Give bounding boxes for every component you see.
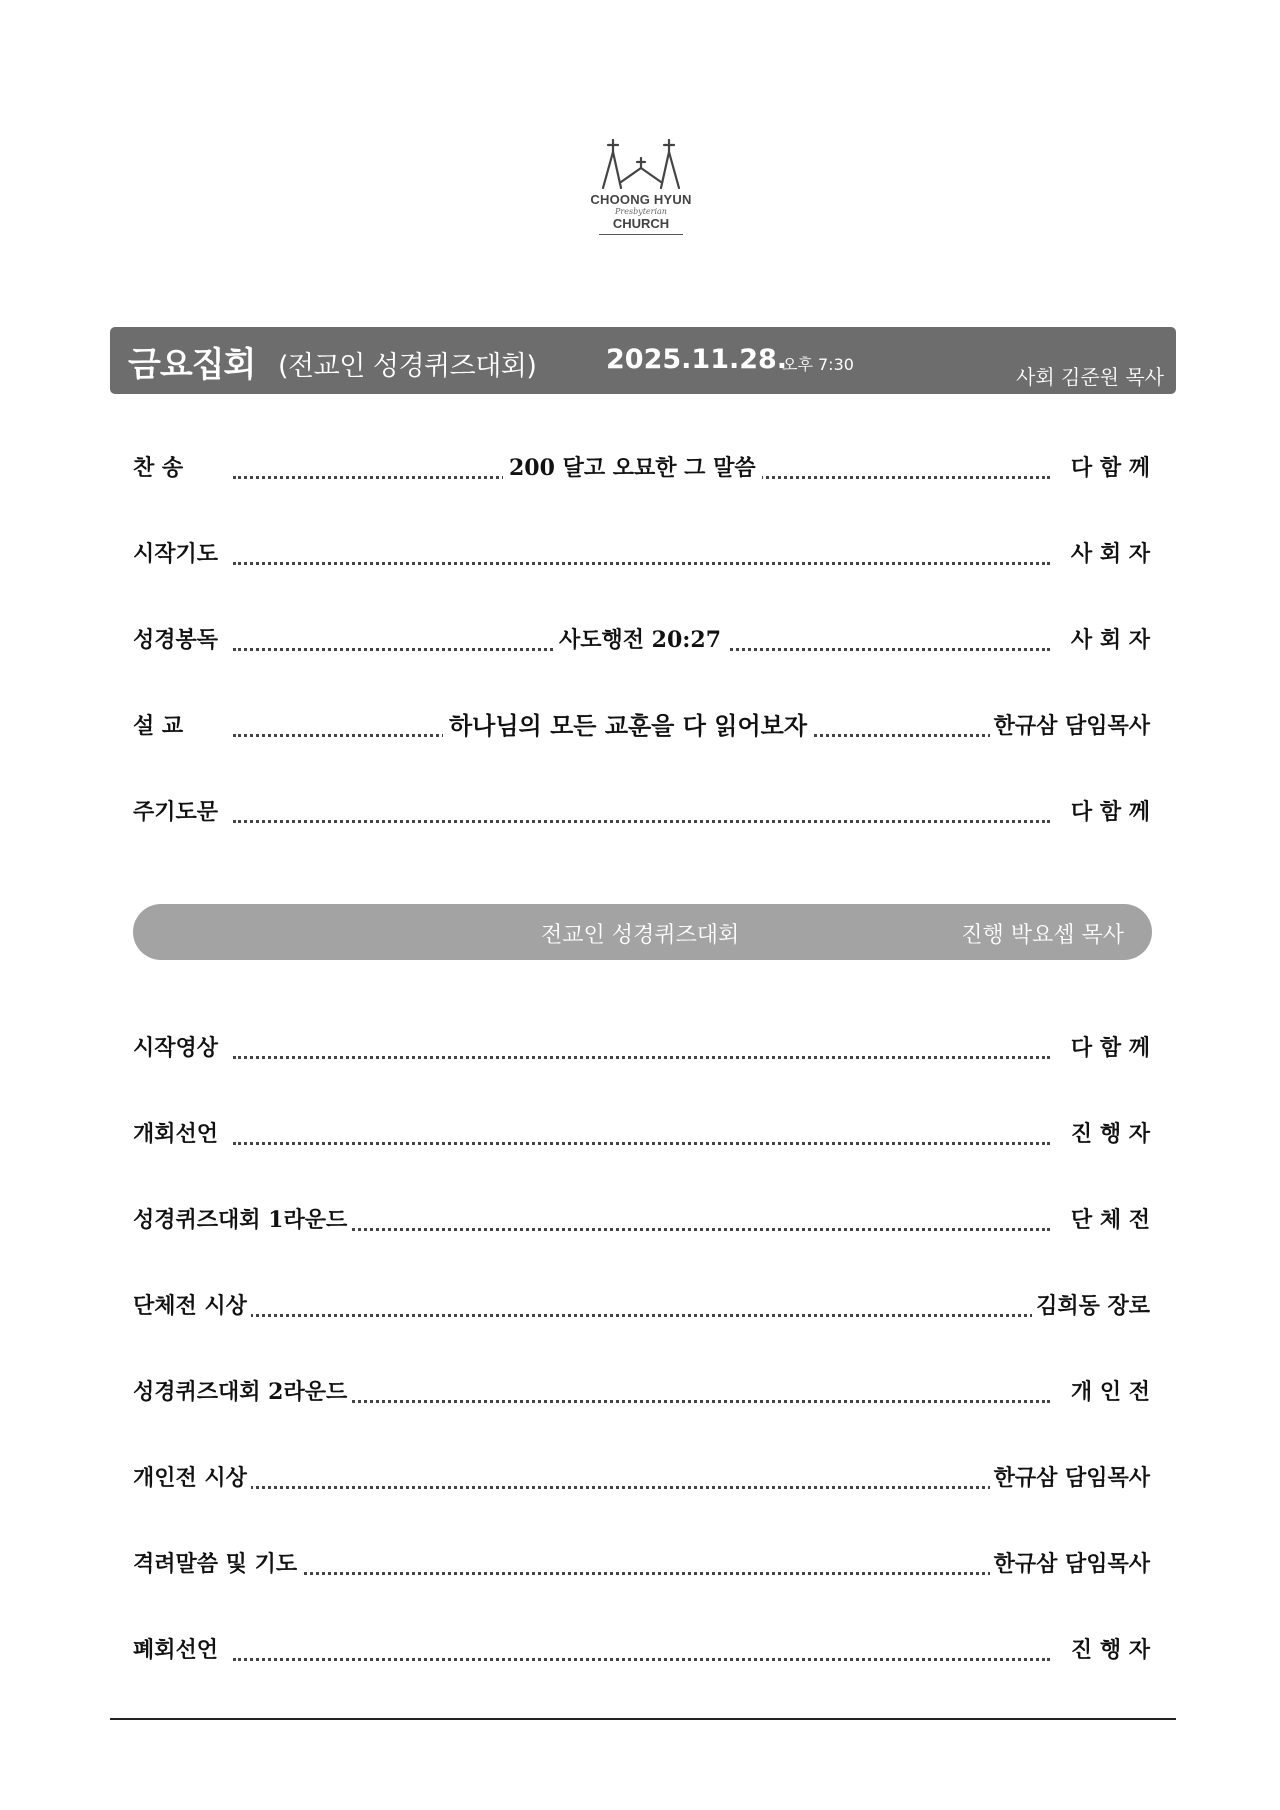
dot-leader <box>233 1056 1050 1059</box>
order-row <box>133 1546 1150 1582</box>
sermon-title: 하나님의 모든 교훈을 다 읽어보자 <box>443 708 813 744</box>
order-content: 사도행전 20:27 <box>553 622 727 658</box>
order-label: 성경퀴즈대회 2라운드 <box>133 1374 351 1410</box>
order-performer: 진 행 자 <box>1067 1116 1150 1152</box>
quiz-title: 전교인 성경퀴즈대회 <box>541 923 740 948</box>
order-performer: 사 회 자 <box>1067 536 1150 572</box>
order-performer: 김희동 장로 <box>1032 1288 1150 1324</box>
order-row <box>133 1202 1150 1238</box>
order-label: 성경퀴즈대회 1라운드 <box>133 1202 351 1238</box>
order-performer: 개 인 전 <box>1067 1374 1150 1410</box>
order-label: 폐회선언 <box>133 1632 222 1668</box>
dot-leader <box>233 1486 1050 1489</box>
order-row <box>133 622 1150 658</box>
service-title: 금요집회 <box>128 345 256 385</box>
order-row <box>133 1460 1150 1496</box>
dot-leader <box>233 1658 1050 1661</box>
order-label: 개회선언 <box>133 1116 222 1152</box>
quiz-leader: 진행 박요셉 목사 <box>961 923 1124 948</box>
order-label: 성경봉독 <box>133 622 222 658</box>
order-label: 찬 송 <box>133 450 187 486</box>
order-label: 시작기도 <box>133 536 222 572</box>
order-content: 200 달고 오묘한 그 말씀 <box>503 450 762 486</box>
dot-leader <box>233 1400 1050 1403</box>
order-row <box>133 1288 1150 1324</box>
logo-underline <box>599 234 683 235</box>
order-row <box>133 1116 1150 1152</box>
order-performer: 다 함 께 <box>1067 450 1150 486</box>
service-leader: 사회 김준원 목사 <box>1016 365 1164 389</box>
order-row <box>133 1374 1150 1410</box>
order-performer: 한규삼 담임목사 <box>990 1546 1150 1582</box>
dot-leader <box>233 820 1050 823</box>
service-title-bar <box>110 327 1176 394</box>
church-steeples-icon <box>591 138 691 190</box>
order-performer: 한규삼 담임목사 <box>990 1460 1150 1496</box>
bottom-divider <box>110 1718 1176 1720</box>
dot-leader <box>233 1572 1050 1575</box>
dot-leader <box>233 1314 1050 1317</box>
service-time: 오후 7:30 <box>782 355 854 374</box>
order-row <box>133 1030 1150 1066</box>
service-date: 2025.11.28. <box>606 344 788 375</box>
logo-line-3: CHURCH <box>612 216 670 231</box>
order-label: 개인전 시상 <box>133 1460 251 1496</box>
order-row <box>133 450 1150 486</box>
order-performer: 단 체 전 <box>1067 1202 1150 1238</box>
order-row <box>133 536 1150 572</box>
order-row <box>133 794 1150 830</box>
dot-leader <box>233 1142 1050 1145</box>
order-label: 주기도문 <box>133 794 222 830</box>
order-performer: 사 회 자 <box>1067 622 1150 658</box>
service-subtitle: (전교인 성경퀴즈대회) <box>278 351 537 382</box>
quiz-section-bar <box>133 904 1152 960</box>
dot-leader <box>233 562 1050 565</box>
logo-line-2: Presbyterian <box>615 207 667 216</box>
order-performer: 다 함 께 <box>1067 1030 1150 1066</box>
logo-line-1: CHOONG HYUN <box>590 192 692 207</box>
order-performer: 다 함 께 <box>1067 794 1150 830</box>
dot-leader <box>233 1228 1050 1231</box>
order-performer: 진 행 자 <box>1067 1632 1150 1668</box>
order-label: 격려말씀 및 기도 <box>133 1546 301 1582</box>
order-row <box>133 1632 1150 1668</box>
order-label: 단체전 시상 <box>133 1288 251 1324</box>
church-logo <box>580 138 702 246</box>
order-label: 설 교 <box>133 708 187 744</box>
order-label: 시작영상 <box>133 1030 222 1066</box>
order-row <box>133 708 1150 744</box>
order-performer: 한규삼 담임목사 <box>990 708 1150 744</box>
